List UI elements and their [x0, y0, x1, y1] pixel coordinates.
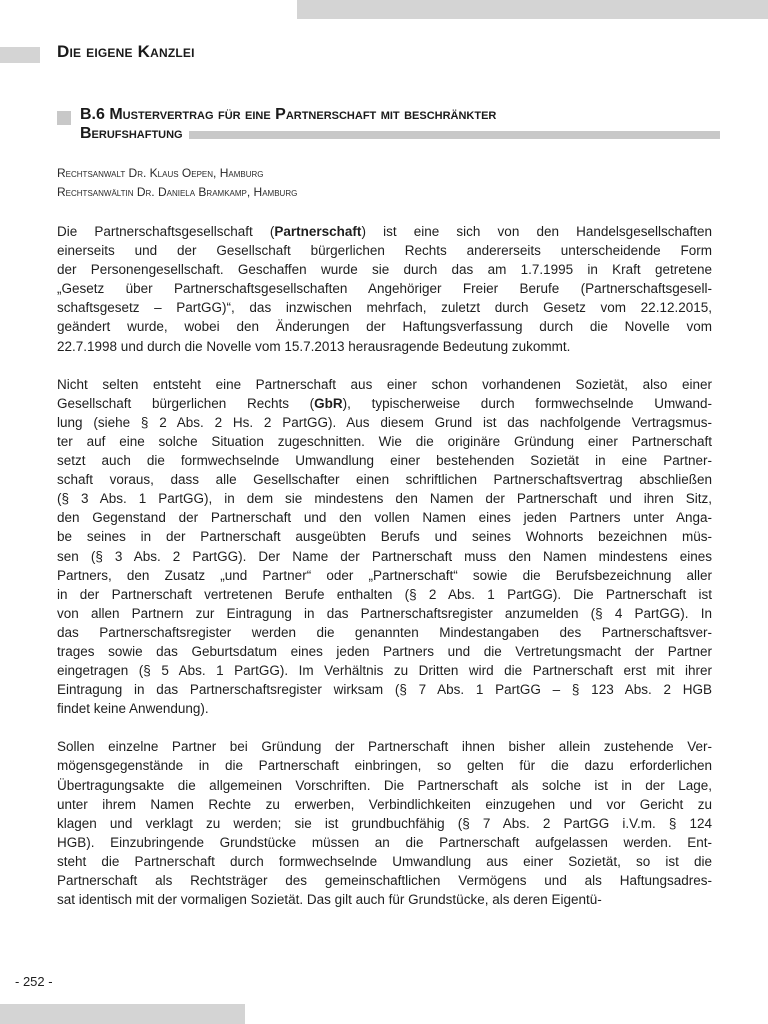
authors [57, 164, 297, 202]
text-segment: schaftsgesetz – PartGG)“, das inzwischen mehrfach, zuletzt durch Gesetz vom 22.12.2015, [57, 300, 712, 316]
text-segment: Eintragung in das Partnerschaftsregister wirksam (§ 7 Abs. 1 PartGG – § 123 Abs. 2 HGB [57, 682, 712, 698]
text-segment: 22.7.1998 und durch die Novelle vom 15.7.2013 herausragende Bedeutung zukommt. [57, 338, 571, 354]
text-segment: das Partnerschaftsregister werden die genannten Mindestangaben des Partnerschaftsver- [57, 624, 712, 640]
text-line [57, 527, 712, 546]
text-line [57, 756, 712, 775]
text-segment: sen (§ 3 Abs. 2 PartGG). Der Name der Partnerschaft muss den Namen mindestens eines [57, 548, 712, 564]
text-line [57, 337, 712, 356]
text-segment: geändert wurde, wobei den Änderungen der Haftungsverfassung durch die Novelle vom [57, 319, 712, 335]
text-line [57, 489, 712, 508]
top-decor-bar [297, 0, 768, 19]
text-segment: Die Partnerschaftsgesellschaft ( [57, 224, 275, 239]
text-line [57, 241, 712, 260]
text-line [57, 432, 712, 451]
text-line [57, 661, 712, 680]
text-segment: steht die Partnerschaft durch formwechselnde Umwandlung aus einer Sozietät, so ist die [57, 853, 712, 869]
chapter-decor-bar [0, 47, 40, 63]
author-2: Rechtsanwältin Dr. Daniela Bramkamp, Hamburg [57, 185, 298, 199]
text-line [57, 585, 712, 604]
text-segment: Gesellschaft bürgerlichen Rechts ( [57, 395, 315, 411]
text-segment: findet keine Anwendung). [57, 701, 209, 717]
text-line [57, 260, 712, 279]
paragraph-1 [57, 222, 712, 356]
text-segment: eingetragen (§ 5 Abs. 1 PartGG). Im Verhältnis zu Dritten wird die Partnerschaft erst mit ihrer [57, 663, 712, 679]
section-title-line-2: Berufshaftung [80, 125, 183, 142]
text-segment: unter ihrem Namen Rechte zu erwerben, Verbindlichkeiten einzugehen und vor Gericht zu [57, 796, 712, 812]
text-segment: Partners, den Zusatz „und Partner“ oder „Partnerschaft“ sowie die Berufsbezeichnung aller [57, 567, 712, 583]
text-segment: Partnerschaft als Rechtsträger des gemeinschaftlichen Vermögens und als Haftungsadres- [57, 873, 712, 888]
text-line [57, 508, 712, 527]
text-line [57, 547, 712, 566]
text-segment: setzt auch die formwechselnde Umwandlung einer bestehenden Sozietät in eine Partner- [57, 453, 712, 469]
text-line [57, 814, 712, 833]
text-segment: (§ 3 Abs. 1 PartGG), in dem sie mindestens den Namen der Partnerschaft und ihren Sitz, [57, 491, 712, 507]
text-segment: Nicht selten entsteht eine Partnerschaft aus einer schon vorhandenen Sozietät, also einer [57, 376, 712, 392]
bold-term: GbR [314, 395, 343, 411]
text-segment: mögensgegenstände in die Partnerschaft einbringen, so gelten für die dazu erforderlichen [57, 758, 712, 774]
text-line [57, 279, 712, 298]
text-line [57, 394, 712, 413]
text-segment: Übertragungsakte die allgemeinen Vorschriften. Die Partnerschaft als solche ist in der Lage, [57, 777, 712, 793]
text-line [57, 776, 712, 795]
text-line [57, 317, 712, 336]
section-title [80, 105, 720, 143]
text-line [57, 795, 712, 814]
text-segment: sat identisch mit der vormaligen Sozietät. Das gilt auch für Grundstücke, als deren Eigentü- [57, 892, 602, 908]
text-segment: schaft voraus, dass alle Gesellschafter einen schriftlichen Partnerschaftsvertrag abschließen [57, 472, 712, 488]
text-segment: einerseits und der Gesellschaft bürgerlichen Rechts andererseits unterscheidende Form [57, 243, 712, 259]
text-line [57, 298, 712, 317]
text-line [57, 604, 712, 623]
text-line [57, 375, 712, 394]
text-segment: ), typischerweise durch formwechselnde Umwand- [342, 395, 713, 411]
chapter-title: Die eigene Kanzlei [57, 42, 195, 61]
bottom-decor-bar [0, 1004, 245, 1024]
text-line [57, 623, 712, 642]
text-line [57, 833, 712, 852]
text-segment: trages sowie das Geburtsdatum eines jeden Partners und die Vertretungsmacht der Partner [57, 643, 712, 659]
text-line [57, 222, 712, 241]
text-segment: ter auf eine solche Situation zugeschnitten. Wie die originäre Gründung einer Partnerschaft [57, 433, 712, 449]
page-number: - 252 - [15, 974, 53, 989]
paragraph-3 [57, 737, 712, 909]
text-segment: den Gegenstand der Partnerschaft und den vollen Namen eines jeden Partners unter Anga- [57, 510, 712, 526]
text-segment: HGB). Einzubringende Grundstücke müssen an die Partnerschaft aufgelassen werden. Ent- [57, 834, 712, 850]
text-line [57, 890, 712, 909]
text-segment: „Gesetz über Partnerschaftsgesellschaften Angehöriger Freier Berufe (Partnerschaftsgesell- [57, 281, 712, 297]
author-1: Rechtsanwalt Dr. Klaus Oepen, Hamburg [57, 166, 264, 180]
section-title-line-1: B.6 Mustervertrag für eine Partnerschaft mit beschränkter [80, 106, 497, 123]
text-line [57, 566, 712, 585]
text-segment: ) ist eine sich von den Handelsgesellschaften [361, 224, 712, 239]
text-line [57, 852, 712, 871]
paragraph-2 [57, 375, 712, 719]
text-segment: der Personengesellschaft. Geschaffen wurde sie durch das am 1.7.1995 in Kraft getretene [57, 262, 712, 278]
text-line [57, 470, 712, 489]
text-line [57, 871, 712, 890]
text-line [57, 737, 712, 756]
text-line [57, 642, 712, 661]
text-segment: be seines in der Partnerschaft ausgeübten Berufs und seines Wohnorts bezeichnen müs- [57, 529, 712, 545]
section-title-rule [189, 131, 720, 139]
text-line [57, 451, 712, 470]
text-segment: Sollen einzelne Partner bei Gründung der Partnerschaft ihnen bisher allein zustehende Ver- [57, 739, 712, 755]
text-line [57, 413, 712, 432]
body-text [57, 222, 712, 928]
text-segment: in der Partnerschaft vertretenen Berufe enthalten (§ 2 Abs. 1 PartGG). Die Partnerschaft ist [57, 586, 712, 602]
section-marker [57, 111, 71, 125]
text-segment: lung (siehe § 2 Abs. 2 Hs. 2 PartGG). Aus diesem Grund ist das nachfolgende Vertragsmus- [57, 414, 712, 430]
text-line [57, 699, 712, 718]
text-segment: von allen Partnern zur Eintragung in das Partnerschaftsregister anzumelden (§ 4 PartGG). In [57, 605, 712, 621]
bold-term: Partnerschaft [274, 224, 362, 239]
text-segment: klagen und verklagt zu werden; sie ist grundbuchfähig (§ 7 Abs. 2 PartGG i.V.m. § 124 [57, 815, 712, 831]
text-line [57, 680, 712, 699]
section-title-line-2-wrap [80, 124, 720, 143]
